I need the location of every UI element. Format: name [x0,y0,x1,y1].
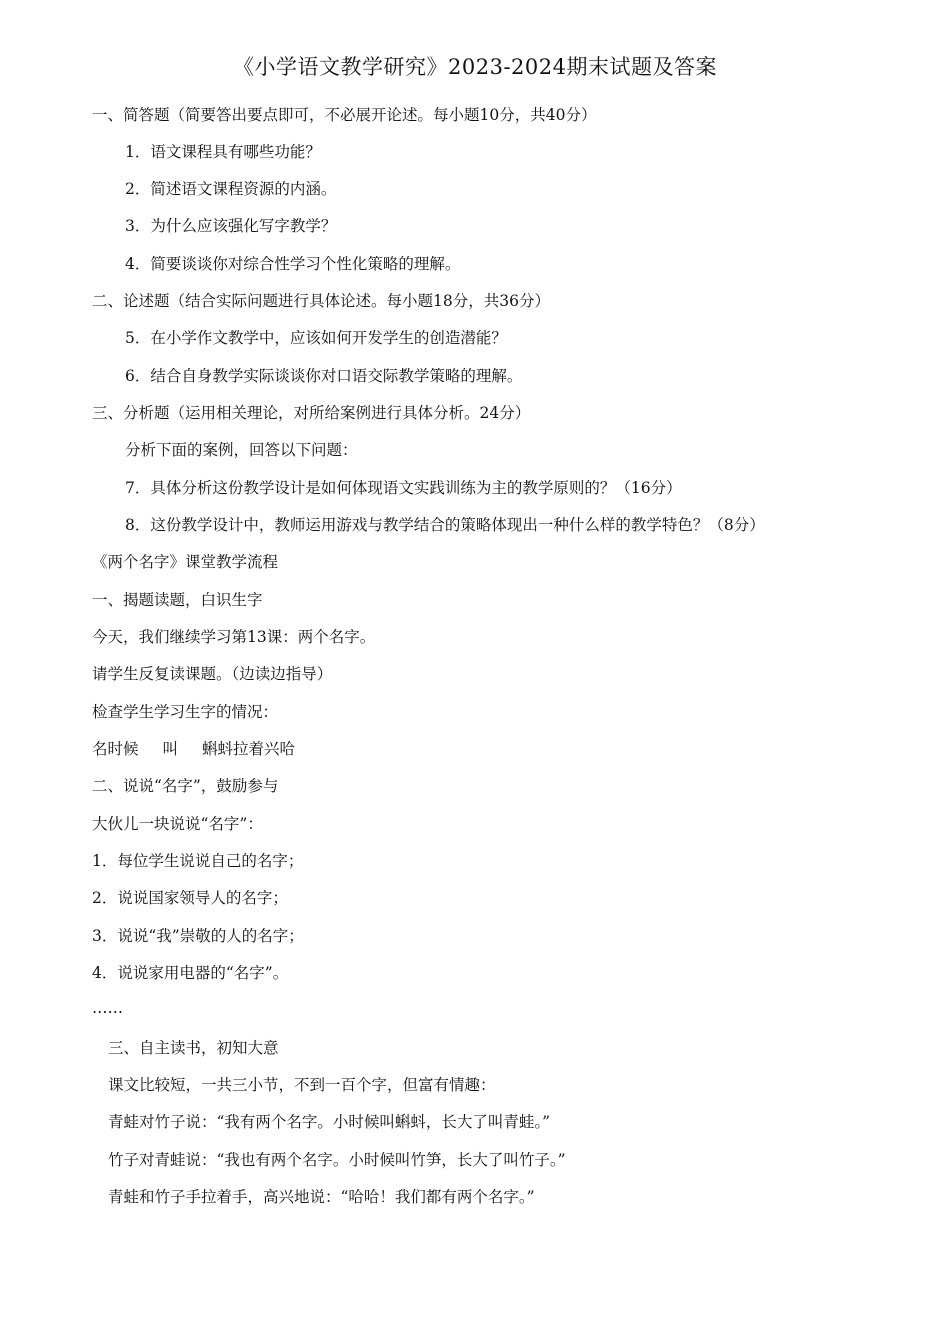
ellipsis: …… [92,999,123,1017]
question-5: 5．在小学作文教学中，应该如何开发学生的创造潜能？ [125,329,507,347]
case-part2-item: 4．说说家用电器的“名字”。 [92,964,289,982]
question-6: 6．结合自身教学实际谈谈你对口语交际教学策略的理解。 [125,367,523,385]
new-characters-group: 叫 [162,740,179,758]
section3-intro: 分析下面的案例，回答以下问题： [125,441,358,459]
section3-heading: 三、分析题（运用相关理论，对所给案例进行具体分析。24分） [92,404,531,422]
question-3: 3．为什么应该强化写字教学？ [125,217,337,235]
section2-heading: 二、论述题（结合实际问题进行具体论述。每小题18分，共36分） [92,292,550,310]
case-part2-item: 2．说说国家领导人的名字； [92,889,288,907]
question-8: 8．这份教学设计中，教师运用游戏与教学结合的策略体现出一种什么样的教学特色？（8分） [125,516,765,534]
case-part1-line: 检查学生学习生字的情况： [92,703,279,721]
case-part3-heading: 三、自主读书，初知大意 [108,1039,279,1057]
case-part2-item: 3．说说“我”崇敬的人的名字； [92,927,304,945]
case-part2-intro: 大伙儿一块说说“名字”： [92,815,263,833]
case-part3-line: 青蛙对竹子说：“我有两个名字。小时候叫蝌蚪，长大了叫青蛙。” [108,1113,551,1131]
new-characters-row [92,738,295,760]
question-1: 1．语文课程具有哪些功能？ [125,143,321,161]
section1-heading: 一、简答题（简要答出要点即可，不必展开论述。每小题10分，共40分） [92,106,597,124]
case-part1-line: 请学生反复读课题。（边读边指导） [92,665,333,683]
new-characters-group: 蝌蚪拉着兴哈 [202,740,296,758]
case-part1-heading: 一、揭题读题，白识生字 [92,591,263,609]
case-part3-line: 课文比较短，一共三小节，不到一百个字，但富有情趣： [108,1076,496,1094]
case-part2-heading: 二、说说“名字”，鼓励参与 [92,777,279,795]
page-title: 《小学语文教学研究》2023-2024期末试题及答案 [233,55,717,79]
new-characters-group: 名时候 [92,740,139,758]
case-part2-item: 1．每位学生说说自己的名字； [92,852,304,870]
case-title: 《两个名字》课堂教学流程 [92,553,279,571]
case-part3-line: 竹子对青蛙说：“我也有两个名字。小时候叫竹笋，长大了叫竹子。” [108,1151,566,1169]
question-7: 7．具体分析这份教学设计是如何体现语文实践训练为主的教学原则的？（16分） [125,479,682,497]
question-4: 4．简要谈谈你对综合性学习个性化策略的理解。 [125,255,461,273]
case-part3-line: 青蛙和竹子手拉着手，高兴地说：“哈哈！我们都有两个名字。” [108,1188,535,1206]
question-2: 2．简述语文课程资源的内涵。 [125,180,337,198]
case-part1-line: 今天，我们继续学习第13课：两个名字。 [92,628,376,646]
